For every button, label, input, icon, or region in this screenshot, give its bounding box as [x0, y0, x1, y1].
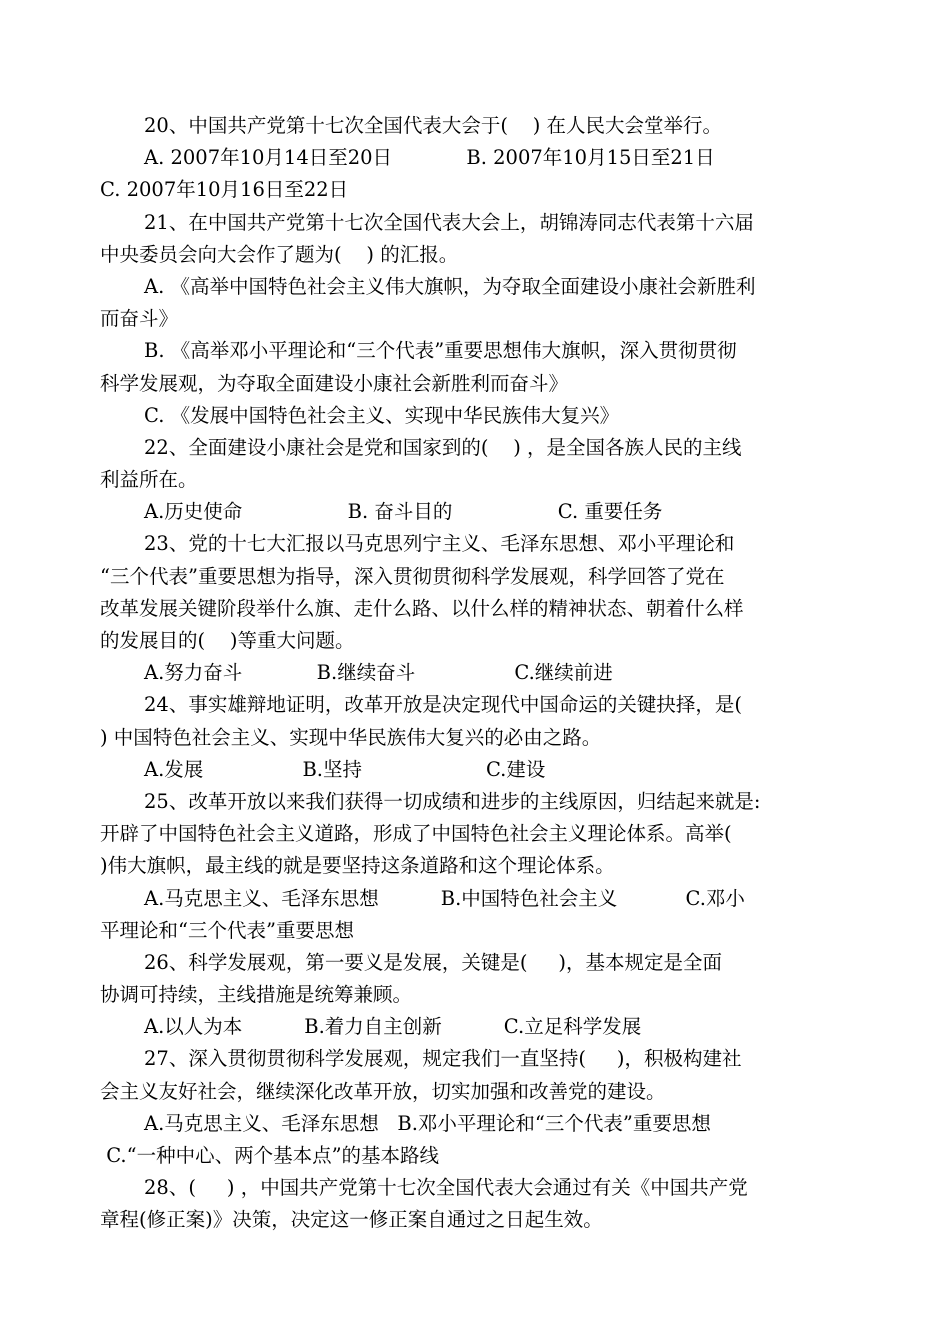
question-26-text-line-2: 协调可持续，主线措施是统筹兼顾。 [100, 983, 413, 1007]
question-21-option-a-line-2: 而奋斗》 [100, 307, 179, 331]
question-27-text-line-1: 27、深入贯彻贯彻科学发展观，规定我们一直坚持( )，积极构建社 [144, 1047, 742, 1071]
question-22-options: A.历史使命 B. 奋斗目的 C. 重要任务 [144, 500, 663, 524]
question-26-text-line-1: 26、科学发展观，第一要义是发展，关键是( )，基本规定是全面 [144, 950, 723, 974]
question-22-text-line-1: 22、全面建设小康社会是党和国家到的( ) ，是全国各族人民的主线 [144, 435, 742, 459]
question-25-text-line-2: 开辟了中国特色社会主义道路，形成了中国特色社会主义理论体系。高举( [100, 822, 732, 846]
question-28-text-line-1: 28、( ) ，中国共产党第十七次全国代表大会通过有关《中国共产党 [144, 1176, 748, 1200]
question-21-option-b-line-1: B. 《高举邓小平理论和“三个代表”重要思想伟大旗帜，深入贯彻贯彻 [144, 339, 737, 363]
document-page [100, 110, 850, 1237]
question-22-text-line-2: 利益所在。 [100, 468, 198, 492]
question-20-text: 20、中国共产党第十七次全国代表大会于( ) 在人民大会堂举行。 [144, 114, 723, 137]
question-20-options-ab: A. 2007年10月14日至20日 B. 2007年10月15日至21日 [144, 146, 715, 170]
question-27-options-line-1: A.马克思主义、毛泽东思想 B.邓小平理论和“三个代表”重要思想 [144, 1111, 711, 1135]
question-21-option-b-line-2: 科学发展观，为夺取全面建设小康社会新胜利而奋斗》 [100, 371, 569, 395]
question-26-options: A.以人为本 B.着力自主创新 C.立足科学发展 [144, 1015, 642, 1039]
question-27-text-line-2: 会主义友好社会，继续深化改革开放，切实加强和改善党的建设。 [100, 1079, 666, 1103]
question-23-text-line-1: 23、党的十七大汇报以马克思列宁主义、毛泽东思想、邓小平理论和 [144, 532, 735, 556]
question-24-options: A.发展 B.坚持 C.建设 [144, 757, 546, 781]
question-23-text-line-4: 的发展目的( )等重大问题。 [100, 629, 355, 652]
question-24-text-line-2: ) 中国特色社会主义、实现中华民族伟大复兴的必由之路。 [100, 725, 602, 749]
question-25-options-line-2: 平理论和“三个代表”重要思想 [100, 918, 354, 942]
question-27-options-line-2: C.“一种中心、两个基本点”的基本路线 [100, 1144, 440, 1167]
question-21-option-c: C. 《发展中国特色社会主义、实现中华民族伟大复兴》 [144, 403, 620, 427]
question-21-option-a-line-1: A. 《高举中国特色社会主义伟大旗帜，为夺取全面建设小康社会新胜利 [144, 274, 756, 298]
question-24-text-line-1: 24、事实雄辩地证明，改革开放是决定现代中国命运的关键抉择，是( [144, 693, 742, 717]
question-23-text-line-2: “三个代表”重要思想为指导，深入贯彻贯彻科学发展观，科学回答了党在 [100, 564, 725, 588]
question-20-option-c: C. 2007年10月16日至22日 [100, 178, 349, 202]
question-21-text-line-2: 中央委员会向大会作了题为( ) 的汇报。 [100, 242, 459, 266]
question-23-options: A.努力奋斗 B.继续奋斗 C.继续前进 [144, 661, 613, 685]
question-25-options-line-1: A.马克思主义、毛泽东思想 B.中国特色社会主义 C.邓小 [144, 886, 745, 910]
question-25-text-line-1: 25、改革开放以来我们获得一切成绩和进步的主线原因，归结起来就是: [144, 789, 761, 813]
question-23-text-line-3: 改革发展关键阶段举什么旗、走什么路、以什么样的精神状态、朝着什么样 [100, 596, 744, 620]
question-25-text-line-3: )伟大旗帜，最主线的就是要坚持这条道路和这个理论体系。 [100, 854, 615, 878]
question-21-text-line-1: 21、在中国共产党第十七次全国代表大会上，胡锦涛同志代表第十六届 [144, 210, 754, 234]
question-28-text-line-2: 章程(修正案)》决策，决定这一修正案自通过之日起生效。 [100, 1208, 603, 1232]
